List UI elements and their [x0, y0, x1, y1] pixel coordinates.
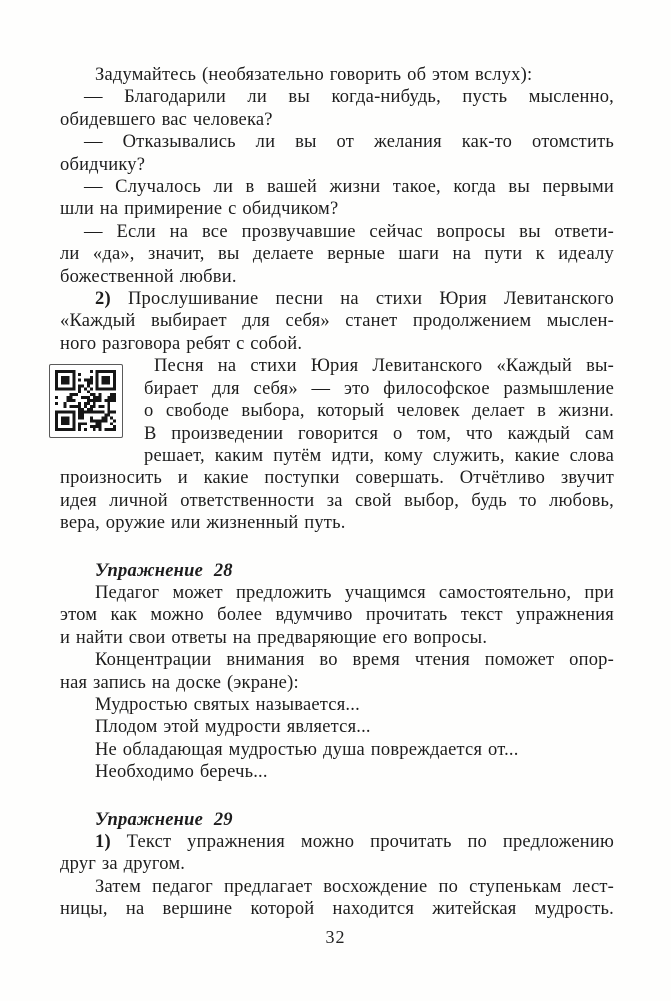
- paragraph: [60, 582, 614, 649]
- text-line: [60, 288, 614, 310]
- bold-run: 2): [95, 289, 111, 310]
- text-line: о свободе выбора, который человек делает в жизни.: [144, 401, 614, 422]
- text-line: шли на примирение с обидчиком?: [60, 199, 339, 220]
- text-line: ная запись на доске (экране):: [60, 672, 299, 693]
- exercise-heading: Упражнение 29: [95, 809, 233, 830]
- list-line: Необходимо беречь...: [95, 762, 268, 783]
- text-line: и найти свои ответы на предваряющие его вопросы.: [60, 627, 488, 648]
- text-line: — Если на все прозвучавшие сейчас вопросы вы ответи-: [84, 221, 614, 242]
- section-spacer: [60, 535, 614, 560]
- text-line: обидчику?: [60, 154, 146, 175]
- paragraph: [60, 221, 614, 288]
- text-line: идея личной ответственности за свой выбор, будь то любовь,: [60, 490, 614, 511]
- text-line: Задумайтесь (необязательно говорить об этом вслух):: [95, 65, 533, 85]
- text-line: друг за другом.: [60, 854, 186, 875]
- paragraph: [60, 176, 614, 221]
- paragraph: [60, 86, 614, 131]
- text-line: Песня на стихи Юрия Левитанского «Каждый вы-: [154, 356, 614, 377]
- list-line: Не обладающая мудростью душа повреждается от...: [95, 739, 519, 760]
- page-number: 32: [325, 926, 346, 947]
- list-line: Плодом этой мудрости является...: [95, 717, 371, 738]
- text-line: Концентрации внимания во время чтения поможет опор-: [95, 650, 614, 671]
- text-line: божественной любви.: [60, 266, 237, 287]
- text-line: «Каждый выбирает для себя» станет продолжением мыслен-: [60, 311, 614, 332]
- paragraph: [60, 876, 614, 921]
- text-line: Затем педагог предлагает восхождение по ступенькам лест-: [95, 876, 614, 897]
- text-line: В произведении говорится о том, что каждый сам: [144, 423, 614, 444]
- text-line: ницы, на вершине которой находится житейская мудрость.: [60, 899, 614, 920]
- bold-run: 1): [95, 832, 111, 852]
- text-line: бирает для себя» — это философское размышление: [144, 378, 614, 399]
- paragraph: [60, 831, 614, 876]
- text-line: вера, оружие или жизненный путь.: [60, 513, 346, 534]
- paragraph: [60, 649, 614, 694]
- text-line: решает, каким путём идти, кому служить, какие слова: [144, 445, 614, 466]
- text-line: — Благодарили ли вы когда-нибудь, пусть мысленно,: [84, 87, 614, 108]
- paragraph: [60, 355, 614, 534]
- text-line: этом как можно более вдумчиво прочитать текст упражнения: [60, 605, 614, 626]
- list-line: Мудростью святых называется...: [95, 694, 360, 715]
- text-line: [60, 831, 614, 853]
- text-line: обидевшего вас человека?: [60, 109, 273, 130]
- text-line: произносить и какие поступки совершать. Отчётливо звучит: [60, 468, 614, 489]
- paragraph: [60, 131, 614, 176]
- exercise-heading: Упражнение 28: [95, 560, 233, 581]
- text-run: Текст упражнения можно прочитать по предложению: [110, 832, 614, 852]
- paragraph: [60, 64, 614, 86]
- qr-code-image: [49, 364, 123, 438]
- text-line: Педагог может предложить учащимся самостоятельно, при: [95, 582, 614, 603]
- text-line: ного разговора ребят с собой.: [60, 333, 303, 354]
- text-line: — Отказывались ли вы от желания как-то отомстить: [84, 132, 614, 153]
- text-line: ли «да», значит, вы делаете верные шаги на пути к идеалу: [60, 244, 614, 265]
- paragraph: [60, 288, 614, 355]
- text-run: Прослушивание песни на стихи Юрия Левитанского: [110, 289, 614, 310]
- section-spacer: [60, 784, 614, 809]
- text-line: — Случалось ли в вашей жизни такое, когда вы первыми: [84, 177, 614, 198]
- qr-code-icon: [49, 364, 123, 438]
